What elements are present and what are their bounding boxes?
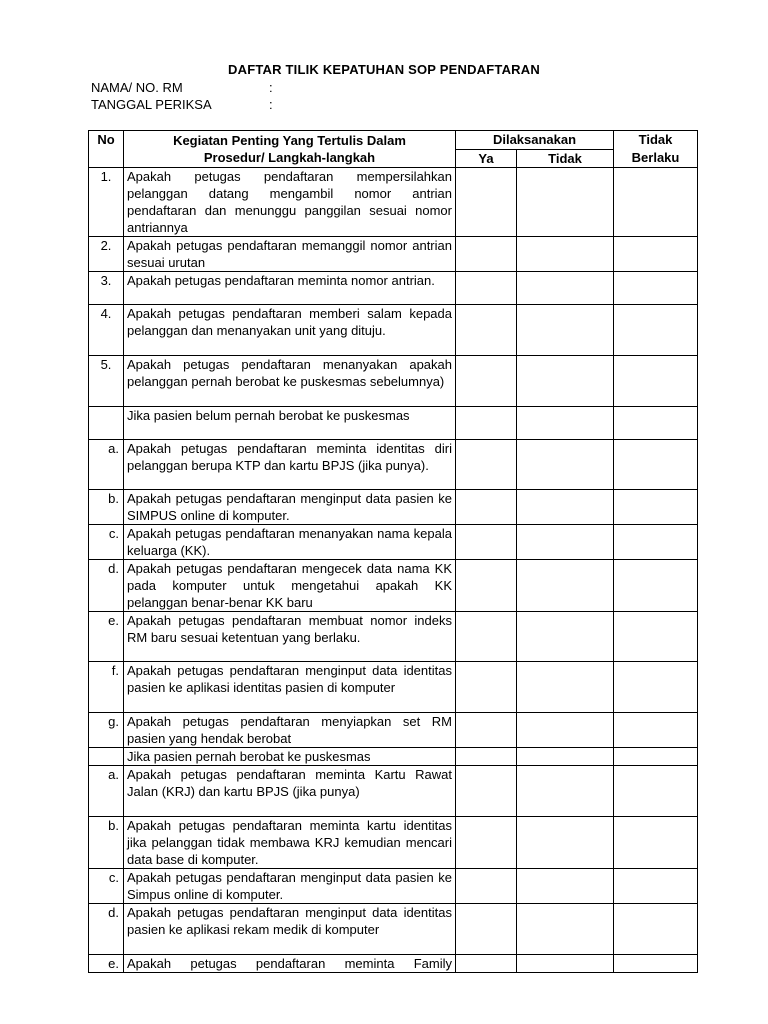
- checklist-row: [89, 490, 698, 525]
- check-yes-cell[interactable]: [456, 766, 517, 817]
- row-number: c.: [89, 869, 124, 904]
- check-not-applicable-cell[interactable]: [614, 904, 698, 955]
- check-not-done-cell[interactable]: [517, 440, 614, 490]
- checklist-row: [89, 713, 698, 748]
- header-not-applicable: Tidak Berlaku: [614, 131, 698, 168]
- check-yes-cell[interactable]: [456, 817, 517, 869]
- check-not-done-cell[interactable]: [517, 713, 614, 748]
- checklist-table: [88, 130, 698, 973]
- check-not-done-cell[interactable]: [517, 817, 614, 869]
- check-not-done-cell[interactable]: [517, 748, 614, 766]
- row-number: d.: [89, 904, 124, 955]
- check-not-done-cell[interactable]: [517, 904, 614, 955]
- row-number: g.: [89, 713, 124, 748]
- check-not-done-cell[interactable]: [517, 766, 614, 817]
- field-label: NAMA/ NO. RM: [91, 80, 183, 95]
- row-number: 3.: [89, 272, 124, 305]
- checklist-row: [89, 766, 698, 817]
- row-number: 1.: [89, 168, 124, 237]
- checklist-row: [89, 356, 698, 407]
- header-yes: Ya: [456, 149, 517, 168]
- field-separator: :: [269, 80, 273, 95]
- checklist-row: [89, 305, 698, 356]
- check-not-done-cell[interactable]: [517, 272, 614, 305]
- check-yes-cell[interactable]: [456, 168, 517, 237]
- row-activity: Apakah petugas pendaftaran memanggil nomor antrian sesuai urutan: [124, 237, 456, 272]
- checklist-row: [89, 168, 698, 237]
- row-activity: Apakah petugas pendaftaran mengecek data nama KK pada komputer untuk mengetahui apakah KK pelanggan benar-benar KK baru: [124, 560, 456, 612]
- row-activity: Apakah petugas pendaftaran membuat nomor indeks RM baru sesuai ketentuan yang berlaku.: [124, 612, 456, 662]
- field-name-rm: [91, 80, 273, 95]
- row-number: b.: [89, 817, 124, 869]
- check-yes-cell[interactable]: [456, 356, 517, 407]
- check-not-done-cell[interactable]: [517, 662, 614, 713]
- check-not-applicable-cell[interactable]: [614, 440, 698, 490]
- header-activity: Kegiatan Penting Yang Tertulis Dalam Prosedur/ Langkah-langkah: [124, 131, 456, 168]
- check-not-applicable-cell[interactable]: [614, 525, 698, 560]
- field-label: TANGGAL PERIKSA: [91, 97, 212, 112]
- section-subheading: Jika pasien pernah berobat ke puskesmas: [124, 748, 456, 766]
- row-activity: Apakah petugas pendaftaran meminta Kartu Rawat Jalan (KRJ) dan kartu BPJS (jika punya): [124, 766, 456, 817]
- row-activity: Apakah petugas pendaftaran menginput data identitas pasien ke aplikasi rekam medik di komputer: [124, 904, 456, 955]
- checklist-row: [89, 869, 698, 904]
- row-activity: Apakah petugas pendaftaran menginput data identitas pasien ke aplikasi identitas pasien di komputer: [124, 662, 456, 713]
- check-yes-cell[interactable]: [456, 305, 517, 356]
- check-yes-cell[interactable]: [456, 612, 517, 662]
- check-not-applicable-cell[interactable]: [614, 272, 698, 305]
- check-yes-cell[interactable]: [456, 955, 517, 973]
- check-yes-cell[interactable]: [456, 904, 517, 955]
- check-not-done-cell[interactable]: [517, 237, 614, 272]
- check-not-applicable-cell[interactable]: [614, 713, 698, 748]
- check-yes-cell[interactable]: [456, 272, 517, 305]
- checklist-row: [89, 272, 698, 305]
- check-not-applicable-cell[interactable]: [614, 237, 698, 272]
- checklist-row: [89, 662, 698, 713]
- check-not-done-cell[interactable]: [517, 525, 614, 560]
- check-not-applicable-cell[interactable]: [614, 560, 698, 612]
- row-number: a.: [89, 766, 124, 817]
- check-not-applicable-cell[interactable]: [614, 168, 698, 237]
- row-number: 4.: [89, 305, 124, 356]
- check-not-applicable-cell[interactable]: [614, 490, 698, 525]
- check-not-done-cell[interactable]: [517, 612, 614, 662]
- row-activity: Apakah petugas pendaftaran menginput data pasien ke Simpus online di komputer.: [124, 869, 456, 904]
- check-yes-cell[interactable]: [456, 662, 517, 713]
- check-yes-cell[interactable]: [456, 237, 517, 272]
- row-number: 2.: [89, 237, 124, 272]
- check-not-applicable-cell[interactable]: [614, 817, 698, 869]
- row-number: [89, 407, 124, 440]
- row-activity: Apakah petugas pendaftaran memberi salam kepada pelanggan dan menanyakan unit yang dituju.: [124, 305, 456, 356]
- check-yes-cell[interactable]: [456, 490, 517, 525]
- header-not-done: Tidak: [517, 149, 614, 168]
- row-number: e.: [89, 612, 124, 662]
- check-not-done-cell[interactable]: [517, 407, 614, 440]
- check-not-done-cell[interactable]: [517, 560, 614, 612]
- document-title: DAFTAR TILIK KEPATUHAN SOP PENDAFTARAN: [228, 62, 540, 77]
- check-not-applicable-cell[interactable]: [614, 407, 698, 440]
- row-activity: Apakah petugas pendaftaran menanyakan nama kepala keluarga (KK).: [124, 525, 456, 560]
- check-not-done-cell[interactable]: [517, 955, 614, 973]
- row-activity: Apakah petugas pendaftaran mempersilahkan pelanggan datang mengambil nomor antrian pendaftaran dan menunggu panggilan sesuai nomor antriannya: [124, 168, 456, 237]
- check-not-applicable-cell[interactable]: [614, 305, 698, 356]
- row-activity: Apakah petugas pendaftaran meminta kartu identitas jika pelanggan tidak membawa KRJ kemudian mencari data base di komputer.: [124, 817, 456, 869]
- check-not-done-cell[interactable]: [517, 490, 614, 525]
- check-not-applicable-cell[interactable]: [614, 612, 698, 662]
- check-yes-cell[interactable]: [456, 748, 517, 766]
- row-activity: Apakah petugas pendaftaran meminta identitas diri pelanggan berupa KTP dan kartu BPJS (jika punya).: [124, 440, 456, 490]
- check-yes-cell[interactable]: [456, 525, 517, 560]
- row-number: d.: [89, 560, 124, 612]
- check-not-applicable-cell[interactable]: [614, 766, 698, 817]
- checklist-row: [89, 407, 698, 440]
- check-not-applicable-cell[interactable]: [614, 748, 698, 766]
- row-number: [89, 748, 124, 766]
- check-not-done-cell[interactable]: [517, 168, 614, 237]
- checklist-row: [89, 560, 698, 612]
- header-done: Dilaksanakan: [456, 131, 614, 150]
- field-separator: :: [269, 97, 273, 112]
- checklist-row: [89, 237, 698, 272]
- check-yes-cell[interactable]: [456, 440, 517, 490]
- header-no: No: [89, 131, 124, 168]
- checklist-row: [89, 904, 698, 955]
- checklist-row: [89, 748, 698, 766]
- row-number: e.: [89, 955, 124, 973]
- check-not-applicable-cell[interactable]: [614, 955, 698, 973]
- check-yes-cell[interactable]: [456, 407, 517, 440]
- check-not-done-cell[interactable]: [517, 869, 614, 904]
- row-activity: Apakah petugas pendaftaran menginput data pasien ke SIMPUS online di komputer.: [124, 490, 456, 525]
- checklist-row: [89, 612, 698, 662]
- checklist-row: [89, 955, 698, 973]
- check-yes-cell[interactable]: [456, 869, 517, 904]
- check-yes-cell[interactable]: [456, 713, 517, 748]
- check-not-done-cell[interactable]: [517, 356, 614, 407]
- row-number: f.: [89, 662, 124, 713]
- row-number: a.: [89, 440, 124, 490]
- checklist-row: [89, 440, 698, 490]
- check-yes-cell[interactable]: [456, 560, 517, 612]
- row-number: 5.: [89, 356, 124, 407]
- row-number: c.: [89, 525, 124, 560]
- row-activity: Apakah petugas pendaftaran meminta nomor antrian.: [124, 272, 456, 305]
- checklist-row: [89, 817, 698, 869]
- check-not-applicable-cell[interactable]: [614, 869, 698, 904]
- field-exam-date: [91, 97, 273, 112]
- check-not-applicable-cell[interactable]: [614, 662, 698, 713]
- check-not-done-cell[interactable]: [517, 305, 614, 356]
- checklist-row: [89, 525, 698, 560]
- row-activity: Apakah petugas pendaftaran menanyakan apakah pelanggan pernah berobat ke puskesmas sebelumnya): [124, 356, 456, 407]
- check-not-applicable-cell[interactable]: [614, 356, 698, 407]
- row-activity: Apakah petugas pendaftaran meminta Family: [124, 955, 456, 973]
- row-number: b.: [89, 490, 124, 525]
- row-activity: Apakah petugas pendaftaran menyiapkan set RM pasien yang hendak berobat: [124, 713, 456, 748]
- section-subheading: Jika pasien belum pernah berobat ke puskesmas: [124, 407, 456, 440]
